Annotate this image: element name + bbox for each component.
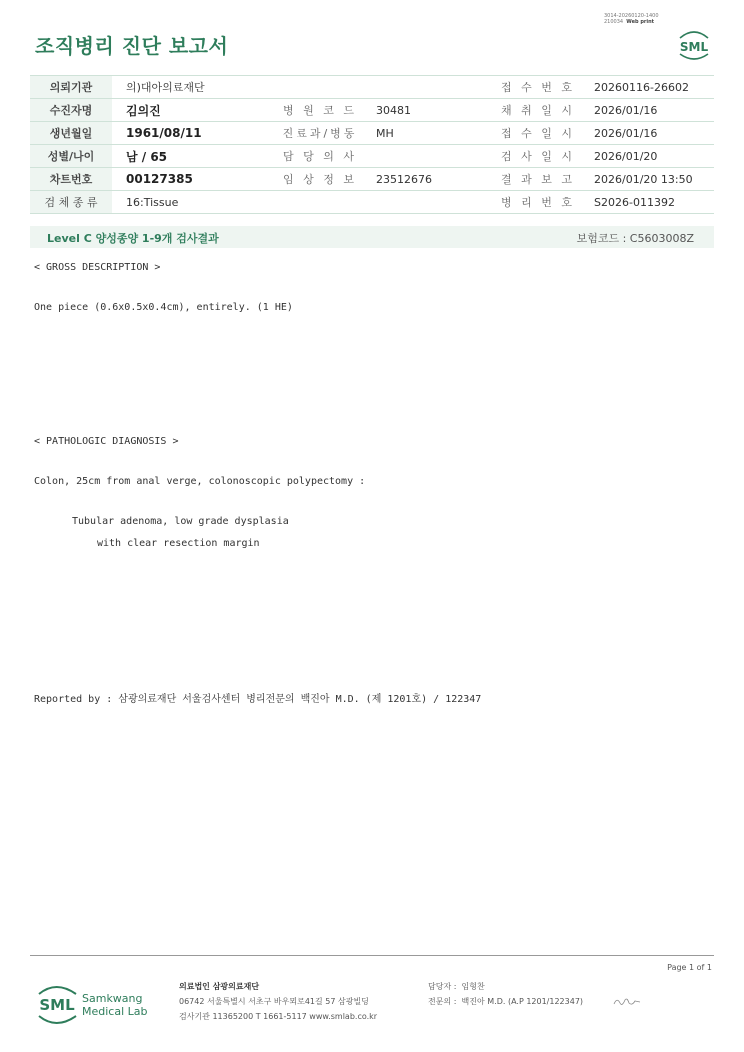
- info-value: 16:Tissue: [112, 191, 278, 214]
- info-label: 병 리 번 호: [496, 191, 580, 214]
- staff-label: 담당자 :: [428, 982, 457, 991]
- info-label: 검 체 종 류: [30, 191, 112, 214]
- info-label: 채 취 일 시: [496, 99, 580, 122]
- info-label: 담 당 의 사: [278, 145, 362, 168]
- test-level-bar: [30, 226, 714, 248]
- footer-contact: 검사기관 11365200 T 1661-5117 www.smlab.co.kr: [179, 1012, 378, 1021]
- info-value: 00127385: [112, 168, 278, 191]
- footer-org: 의료법인 삼광의료재단: [179, 982, 260, 991]
- info-label: 접 수 번 호: [496, 76, 580, 99]
- info-label: 검 사 일 시: [496, 145, 580, 168]
- info-row: [30, 145, 714, 168]
- specialist-name: 백진아 M.D. (A.P 1201/122347): [461, 997, 584, 1006]
- page-number: Page 1 of 1: [667, 963, 712, 972]
- path-diagnosis-2: with clear resection margin: [97, 538, 260, 549]
- info-label: 병 원 코 드: [278, 99, 362, 122]
- signature-icon: [612, 995, 642, 1009]
- info-value: 30481: [362, 99, 496, 122]
- info-label: 성별/나이: [30, 145, 112, 168]
- logo-bottom-sml: SML: [39, 996, 75, 1014]
- sml-logo-icon: [674, 26, 714, 62]
- page-title: 조직병리 진단 보고서: [35, 34, 229, 58]
- info-value: 남 / 65: [112, 145, 278, 168]
- print-code-id: 210034: [604, 19, 624, 25]
- path-diagnosis-1: Tubular adenoma, low grade dysplasia: [72, 516, 289, 527]
- info-label: [278, 191, 362, 214]
- logo-bottom-name2: Medical Lab: [82, 1005, 148, 1018]
- footer-address: 06742 서울특별시 서초구 바우뫼로41길 57 삼광빌딩: [179, 997, 369, 1006]
- info-row: [30, 99, 714, 122]
- info-label: 진료과/병동: [278, 122, 362, 145]
- footer-org-block: [179, 979, 377, 1024]
- info-value: 김의진: [112, 99, 278, 122]
- info-value: 의)대아의료재단: [112, 76, 278, 99]
- footer-divider: [30, 955, 714, 956]
- info-value: 23512676: [362, 168, 496, 191]
- info-value: 2026/01/20 13:50: [580, 168, 714, 191]
- gross-heading: < GROSS DESCRIPTION >: [34, 262, 161, 273]
- specialist-label: 전문의 :: [428, 997, 457, 1006]
- info-label: 결 과 보 고: [496, 168, 580, 191]
- logo-bottom-name1: Samkwang: [82, 992, 143, 1005]
- info-value: [362, 145, 496, 168]
- info-label: [278, 76, 362, 99]
- staff-name: 임형찬: [461, 982, 485, 991]
- info-label: 의뢰기관: [30, 76, 112, 99]
- info-label: 차트번호: [30, 168, 112, 191]
- patient-info-table: [30, 75, 714, 214]
- info-label: 수진자명: [30, 99, 112, 122]
- path-heading: < PATHOLOGIC DIAGNOSIS >: [34, 436, 179, 447]
- logo-top-text: SML: [679, 40, 709, 54]
- info-value: [362, 191, 496, 214]
- info-row: [30, 122, 714, 145]
- info-value: 1961/08/11: [112, 122, 278, 145]
- info-label: 접 수 일 시: [496, 122, 580, 145]
- print-code-line1: 3014-20260120-1400: [604, 13, 659, 19]
- test-level-label: Level C 양성종양 1-9개 검사결과: [47, 232, 219, 245]
- info-value: S2026-011392: [580, 191, 714, 214]
- samkwang-logo-icon: [36, 982, 166, 1028]
- info-label: 임 상 정 보: [278, 168, 362, 191]
- path-site: Colon, 25cm from anal verge, colonoscopic polypectomy :: [34, 476, 366, 487]
- info-row: [30, 76, 714, 99]
- footer-staff-block: [428, 979, 583, 1009]
- info-row: [30, 191, 714, 214]
- reported-by: Reported by : 삼광의료재단 서울검사센터 병리전문의 백진아 M.D. (제 1201호) / 122347: [34, 694, 482, 705]
- info-value: 20260116-26602: [580, 76, 714, 99]
- info-value: [362, 76, 496, 99]
- info-value: MH: [362, 122, 496, 145]
- info-row: [30, 168, 714, 191]
- info-value: 2026/01/20: [580, 145, 714, 168]
- info-value: 2026/01/16: [580, 122, 714, 145]
- insurance-code: 보험코드 : C5603008Z: [576, 232, 694, 245]
- info-label: 생년월일: [30, 122, 112, 145]
- print-code: [604, 13, 659, 25]
- info-value: 2026/01/16: [580, 99, 714, 122]
- print-code-tag: Web print: [626, 19, 655, 25]
- gross-text: One piece (0.6x0.5x0.4cm), entirely. (1 HE): [34, 302, 293, 313]
